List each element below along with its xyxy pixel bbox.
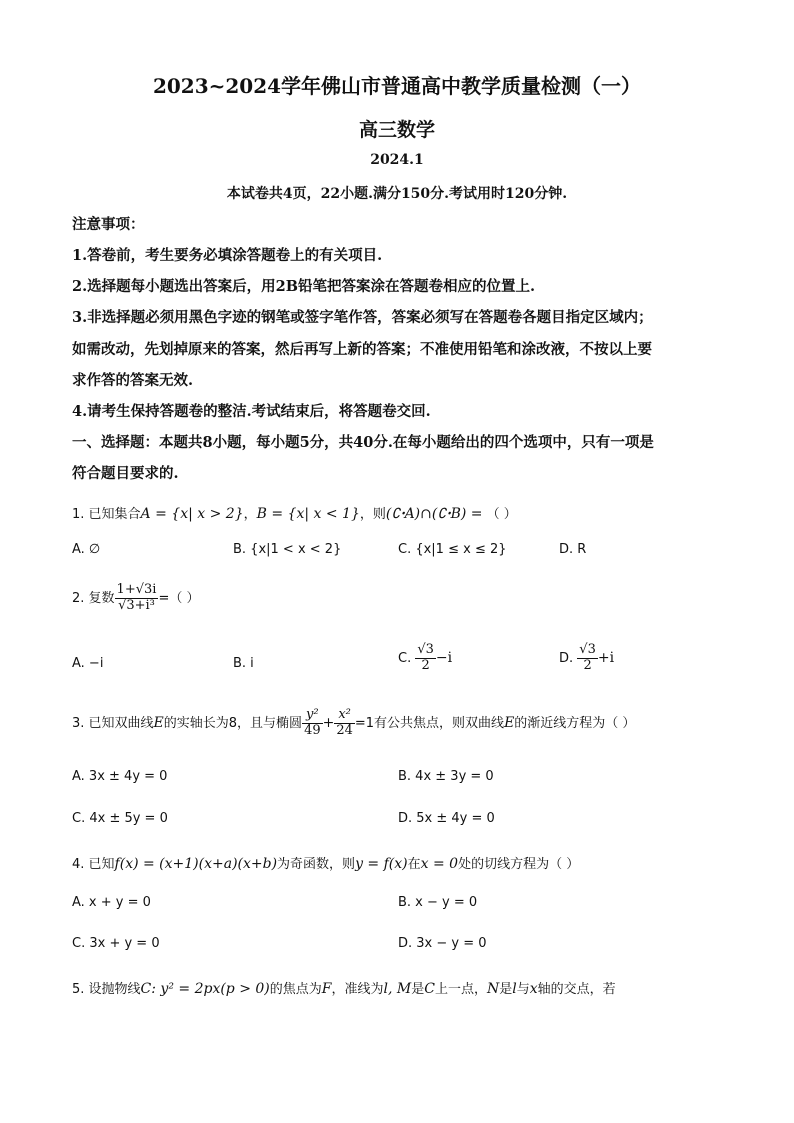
notice-item-4: 4.请考生保持答题卷的整洁.考试结束后，将答题卷交回. [72,403,431,420]
q3-option-c: C. 4x ± 5y = 0 [72,811,168,826]
q4-option-a: A. x + y = 0 [72,895,151,910]
q1-option-c: C. {x|1 ≤ x ≤ 2} [398,542,507,557]
q2-suffix: =（ ） [158,590,200,606]
question-2 [72,583,199,614]
q5-mid-5: 是 [499,982,513,997]
q5-var-f: F [321,981,332,997]
q3-tail: 的渐近线方程为（ ） [514,715,636,731]
q1-prefix: 1. 已知集合 [72,507,141,522]
q3-fraction-2-numerator: x² [334,708,355,724]
q1-sep: ， [243,507,257,522]
q4-option-b: B. x − y = 0 [398,895,478,910]
q5-var-c: C [424,981,435,997]
notice-item-1: 1.答卷前，考生要务必填涂答题卷上的有关项目. [72,247,383,264]
section-heading-line-1: 一、选择题：本题共8小题，每小题5分，共40分.在每小题给出的四个选项中，只有一项是 [72,434,654,451]
q3-fraction-2 [334,708,355,739]
q4-function: f(x) = (x+1)(x+a)(x+b) [114,856,278,872]
q4-prefix: 4. 已知 [72,857,115,872]
q4-y-equals-fx: y = f(x) [355,856,408,872]
q2-option-d-denominator: 2 [583,657,592,673]
q1-set-a: A = {x| x > 2} [140,506,244,522]
notice-item-3-line-2: 如需改动，先划掉原来的答案，然后再写上新的答案；不准使用铅笔和涂改液，不按以上要 [72,341,652,358]
q4-x-zero: x = 0 [420,856,459,872]
q3-fraction-1-numerator: y² [302,708,323,724]
q3-fraction-1 [302,708,323,739]
q5-mid-2: ，准线为 [331,982,384,997]
q2-numerator: 1+√3i [116,582,157,597]
q3-fraction-1-denominator: 49 [304,722,321,738]
q4-tail: 处的切线方程为（ ） [458,857,580,872]
q2-option-c-numerator: √3 [417,642,434,657]
q3-plus: + [322,714,335,731]
q4-mid-2: 在 [407,857,421,872]
q2-option-c-tail: −i [435,649,453,666]
q1-set-b: B = {x| x < 1} [256,506,360,522]
q2-denominator: √3+i³ [118,597,155,613]
q2-option-c-label: C. [398,650,412,666]
q5-mid-4: 上一点， [434,982,487,997]
q5-tail: 轴的交点，若 [537,982,616,997]
question-4 [72,853,579,872]
q2-option-d-label: D. [559,650,574,666]
q5-curve: C: y² = 2px(p > 0) [140,981,270,997]
q5-mid-3: 是 [411,982,425,997]
q1-option-b: B. {x|1 < x < 2} [233,542,342,557]
question-3 [72,708,635,739]
q2-option-a: A. −i [72,656,104,671]
q3-fraction-2-denominator: 24 [336,722,353,738]
q2-option-d-fraction [577,643,598,674]
q1-option-d: D. R [559,542,587,557]
q1-mid: ，则 [359,507,386,522]
q2-prefix: 2. 复数 [72,590,115,606]
q5-mid-1: 的焦点为 [269,982,322,997]
q5-var-l-m: l, M [383,981,412,997]
q3-option-d: D. 5x ± 4y = 0 [398,811,495,826]
section-heading-line-2: 符合题目要求的. [72,465,179,482]
q5-prefix: 5. 设抛物线 [72,982,141,997]
q2-option-c-fraction [415,643,436,674]
q5-mid-6: 与 [516,982,530,997]
exam-info: 本试卷共4页，22小题.满分150分.考试用时120分钟. [226,186,568,202]
notice-heading: 注意事项： [72,216,145,233]
q5-var-x: x [529,981,538,997]
q2-fraction [115,583,159,614]
q2-option-c-denominator: 2 [421,657,430,673]
exam-title: 2023~2024学年佛山市普通高中教学质量检测（一） [152,74,642,98]
exam-subtitle: 高三数学 [358,119,435,141]
q2-option-b: B. i [233,656,254,671]
q2-option-d [559,643,614,674]
q1-expression: (∁ꞏA)∩(∁ꞏB) = [385,506,483,522]
notice-item-2: 2.选择题每小题选出答案后，用2B铅笔把答案涂在答题卷相应的位置上. [72,278,536,295]
exam-date: 2024.1 [370,152,424,168]
q2-option-d-tail: +i [597,649,615,666]
q3-option-b: B. 4x ± 3y = 0 [398,769,494,784]
q5-var-l: l [512,981,517,997]
q1-answer-blank: （ ） [486,507,517,522]
q4-option-c: C. 3x + y = 0 [72,936,160,951]
q4-option-d: D. 3x − y = 0 [398,936,487,951]
q3-equals: =1有公共焦点，则双曲线 [354,715,505,731]
notice-item-3-line-3: 求作答的答案无效. [72,372,194,389]
q3-var-e-2: E [504,714,515,731]
q5-var-n: N [487,981,500,997]
q3-mid: 的实轴长为8，且与椭圆 [163,715,303,731]
q4-mid-1: 为奇函数，则 [277,857,356,872]
notice-item-3-line-1: 3.非选择题必须用黑色字迹的钢笔或签字笔作答，答案必须写在答题卷各题目指定区域内； [72,309,653,326]
question-5 [72,978,616,997]
q2-option-c [398,643,452,674]
question-1 [72,503,517,523]
q3-prefix: 3. 已知双曲线 [72,715,154,731]
q1-option-a: A. ∅ [72,542,101,557]
q2-option-d-numerator: √3 [579,642,596,657]
q3-option-a: A. 3x ± 4y = 0 [72,769,168,784]
q3-var-e: E [153,714,164,731]
